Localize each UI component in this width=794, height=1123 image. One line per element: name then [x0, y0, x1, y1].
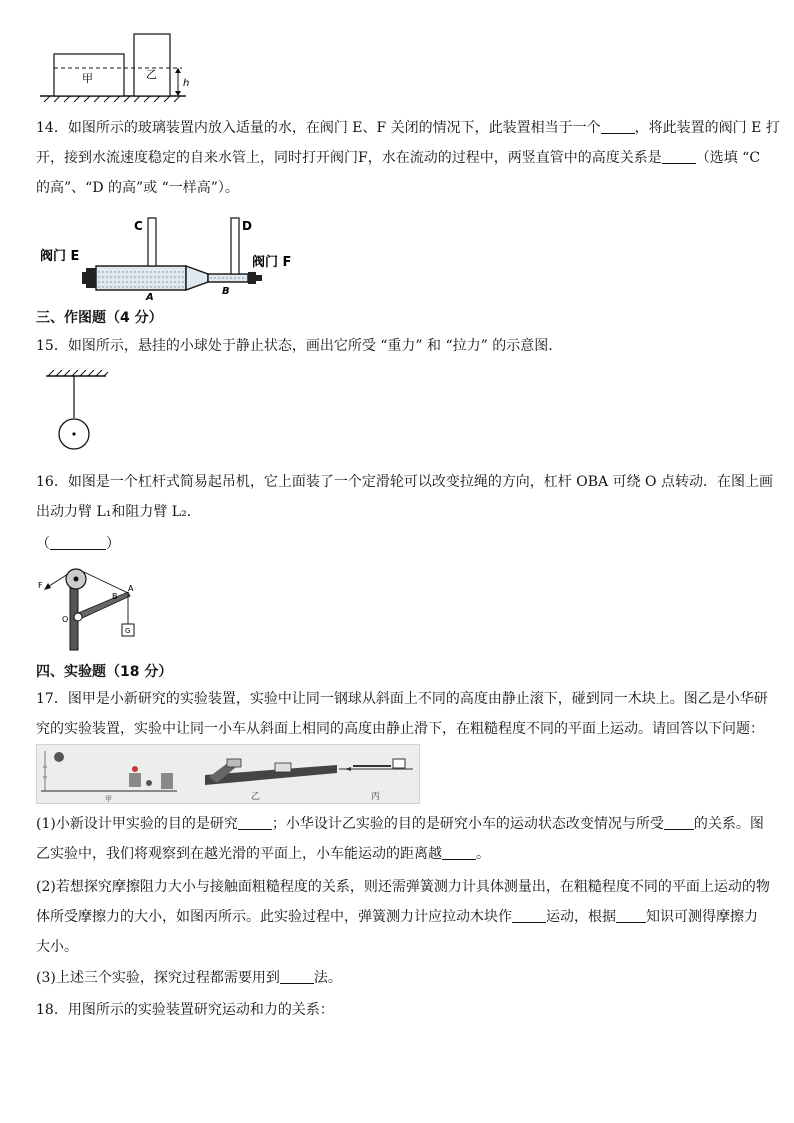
- height-h-label: h: [183, 78, 190, 89]
- q14-line-1: 14．如图所示的玻璃装置内放入适量的水，在阀门 E、F 关闭的情况下，此装置相当于一个 ，将此装置的阀门 E 打: [36, 120, 780, 136]
- q17-blank-5[interactable]: [616, 908, 646, 923]
- block-yi-label: 乙: [146, 68, 157, 81]
- q17-part1-line-2: 乙实验中，我们将观察到在越光滑的平面上，小车能运动的距离越 。: [36, 846, 490, 862]
- q17-line-1: 17．图甲是小新研究的实验装置，实验中让同一钢球从斜面上不同的高度由静止滚下，碰到同一木块上。图乙是小华研: [36, 691, 768, 707]
- q17-blank-1[interactable]: [238, 815, 272, 830]
- q17-blank-2[interactable]: [664, 815, 694, 830]
- tube-c-label: C: [134, 219, 143, 233]
- q17-line-2: 究的实验装置，实验中让同一小车从斜面上相同的高度由静止滑下，在粗糙程度不同的平面上运动。请回答以下问题：: [36, 721, 764, 737]
- q14-line-2: 开，接到水流速度稳定的自来水管上，同时打开阀门F，水在流动的过程中，两竖直管中的高度关系是 （选填 “C: [36, 150, 761, 166]
- glass-apparatus-figure: [36, 210, 296, 302]
- q17-part3: (3)上述三个实验，探究过程都需要用到 法。: [36, 970, 342, 986]
- force-f-label: F: [38, 581, 43, 590]
- point-b-label: B: [222, 286, 230, 297]
- q14-line-3: 的高”、“D 的高”或 “一样高”）。: [36, 180, 239, 196]
- section-4-title: 四、实验题（18 分）: [36, 664, 173, 680]
- q17-blank-3[interactable]: [442, 845, 476, 860]
- q17-part2-line-1: (2)若想探究摩擦阻力大小与接触面粗糙程度的关系，则还需弹簧测力计具体测量出，在粗糙程度不同的平面上运动的物: [36, 879, 770, 895]
- valve-f-label: 阀门 F: [252, 255, 292, 270]
- section-3-title: 三、作图题（4 分）: [36, 310, 163, 326]
- valve-e-label: 阀门 E: [40, 249, 80, 264]
- tube-d-label: D: [242, 219, 252, 233]
- q16-line-1: 16．如图是一个杠杆式简易起吊机，它上面装了一个定滑轮可以改变拉绳的方向，杠杆 OBA 可绕 O 点转动．在图上画: [36, 474, 773, 490]
- lever-crane-figure: [36, 566, 146, 652]
- block-jia-label: 甲: [82, 72, 93, 85]
- fig-jia-label: 甲: [105, 795, 112, 803]
- hanging-ball-figure: [44, 368, 114, 450]
- point-a-label: A: [128, 584, 134, 593]
- experiment-figure-drawing: [37, 745, 419, 803]
- q17-part2-line-3: 大小。: [36, 939, 78, 955]
- weight-g-label: G: [125, 627, 131, 635]
- q17-part1-line-1: (1)小新设计甲实验的目的是研究 ；小华设计乙实验的目的是研究小车的运动状态改变情况与所受 的关系。图: [36, 816, 764, 832]
- q14-blank-2[interactable]: [662, 149, 696, 164]
- experiment-figure-strip: [36, 744, 420, 804]
- point-b-label: B: [112, 592, 118, 601]
- q17-part2-line-2: 体所受摩擦力的大小，如图丙所示。此实验过程中，弹簧测力计应拉动木块作 运动，根据 知识可测得摩擦力: [36, 909, 758, 925]
- q14-blank-1[interactable]: [601, 119, 635, 134]
- fig-bing-label: 丙: [371, 792, 381, 802]
- fig-yi-label: 乙: [251, 792, 261, 802]
- q18-text: 18．用图所示的实验装置研究运动和力的关系：: [36, 1002, 334, 1018]
- q16-answer-blank[interactable]: [50, 535, 106, 550]
- q16-line-2: 出动力臂 L₁和阻力臂 L₂.: [36, 504, 192, 520]
- blocks-figure: [36, 30, 196, 104]
- q15-text: 15．如图所示，悬挂的小球处于静止状态，画出它所受 “重力” 和 “拉力” 的示意图.: [36, 338, 553, 354]
- point-a-label: A: [146, 292, 154, 302]
- q17-blank-6[interactable]: [280, 969, 314, 984]
- q17-blank-4[interactable]: [512, 908, 546, 923]
- q16-answer: （ ）: [36, 536, 120, 552]
- pivot-o-label: O: [62, 615, 69, 624]
